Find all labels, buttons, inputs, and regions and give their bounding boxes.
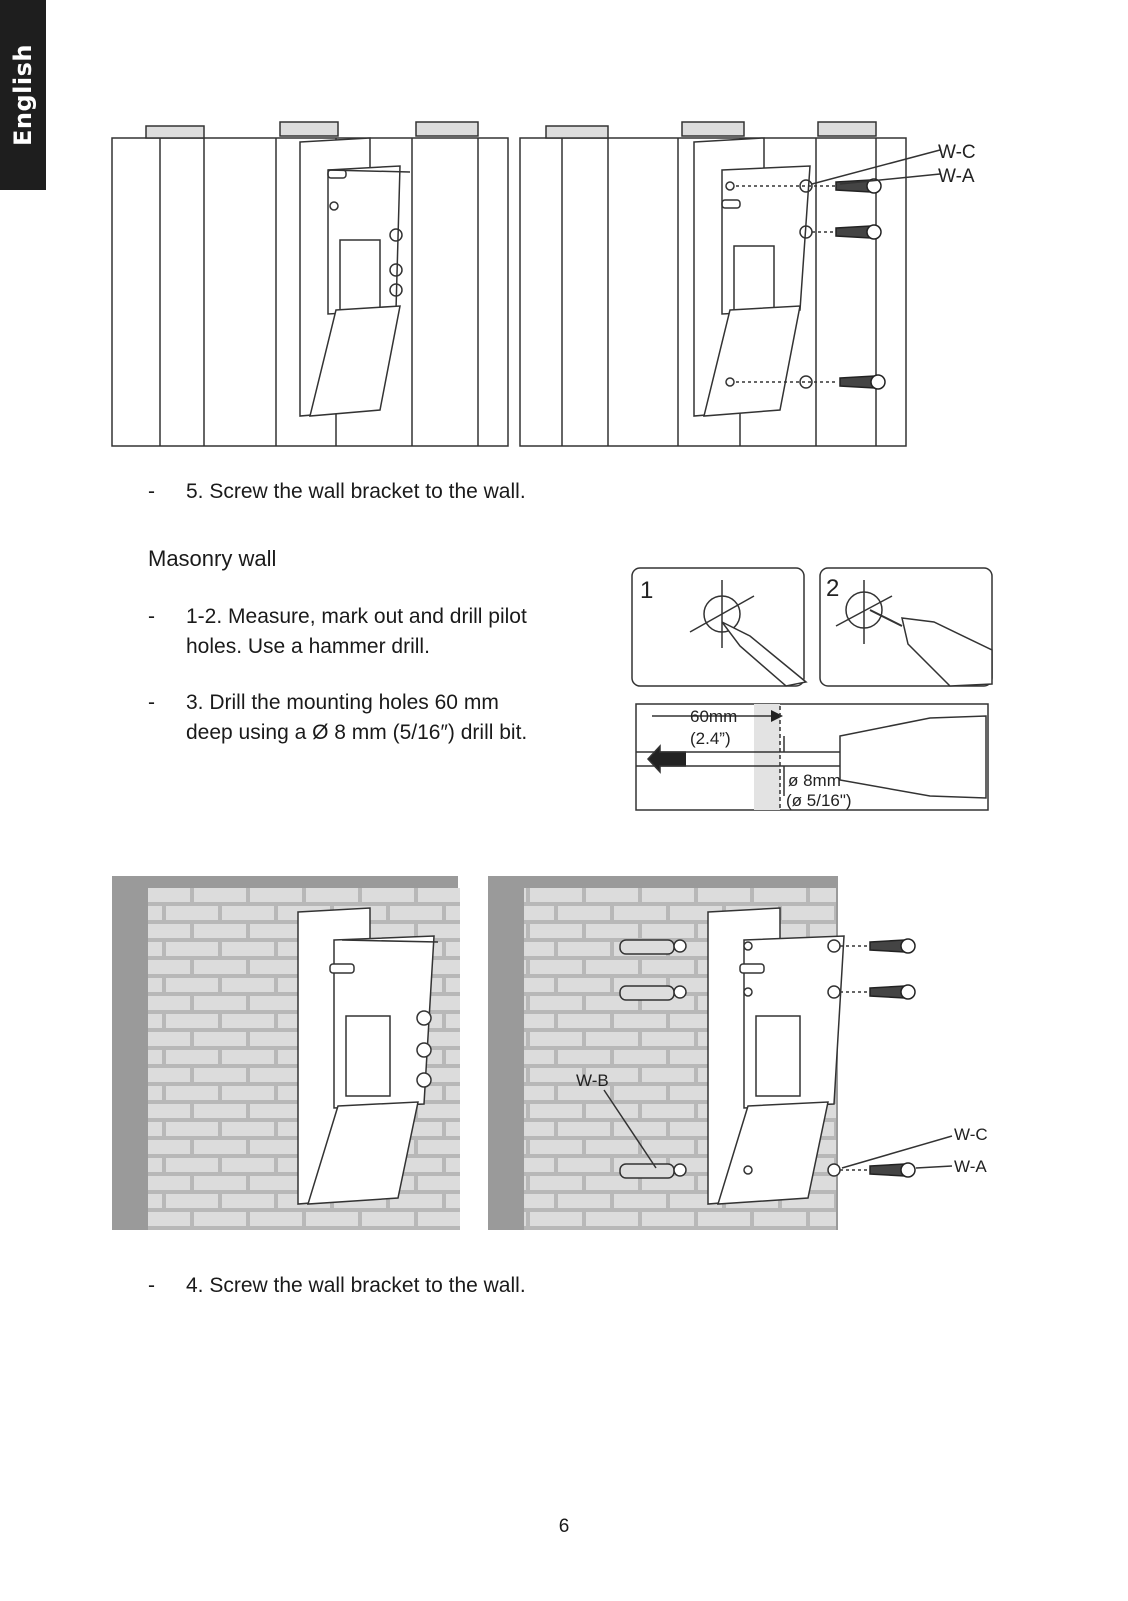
bullet-dash: -: [148, 480, 155, 503]
drill-illustration: [630, 566, 994, 816]
brick-panel-left: [112, 876, 460, 1230]
masonry-step-3: [148, 688, 608, 748]
wood-label-wc: W-C: [938, 142, 976, 163]
language-tab-label: English: [9, 44, 37, 146]
brick-panel-right: [488, 876, 952, 1230]
wood-panel-left: [112, 122, 508, 446]
wood-panel-right: [520, 122, 940, 446]
wood-step-5-text: 5. Screw the wall bracket to the wall.: [186, 480, 526, 503]
brick-label-wc: W-C: [954, 1125, 988, 1144]
drill-depth-in: (2.4”): [690, 729, 731, 748]
masonry-step-4-text: 4. Screw the wall bracket to the wall.: [186, 1274, 526, 1297]
bullet-dash: -: [148, 1274, 155, 1297]
drill-diameter-in: (ø 5/16"): [786, 791, 852, 810]
masonry-step-3-line2: deep using a Ø 8 mm (5/16″) drill bit.: [186, 721, 528, 744]
bullet-dash: -: [148, 691, 155, 714]
wood-step-5: [148, 477, 628, 507]
brick-label-wb: W-B: [576, 1071, 609, 1090]
masonry-step-1-2-line2: holes. Use a hammer drill.: [186, 635, 430, 658]
masonry-step-1-2-line1: 1-2. Measure, mark out and drill pilot: [186, 605, 527, 628]
drill-step-1-number: 1: [640, 577, 654, 604]
brick-label-wa: W-A: [954, 1157, 987, 1176]
drill-depth-mm: 60mm: [690, 707, 738, 726]
language-tab: [0, 0, 46, 190]
masonry-heading: Masonry wall: [148, 546, 277, 571]
wood-label-wa: W-A: [938, 166, 975, 187]
drill-diameter-mm: ø 8mm: [788, 771, 841, 790]
page-number: 6: [558, 1516, 570, 1537]
masonry-step-1-2: [148, 602, 608, 662]
wood-wall-illustration: [100, 110, 1020, 470]
bullet-dash: -: [148, 605, 155, 628]
brick-wall-illustration: [108, 868, 1008, 1250]
masonry-step-4: [148, 1271, 628, 1301]
masonry-step-3-line1: 3. Drill the mounting holes 60 mm: [186, 691, 499, 714]
drill-step-2-number: 2: [826, 575, 840, 602]
